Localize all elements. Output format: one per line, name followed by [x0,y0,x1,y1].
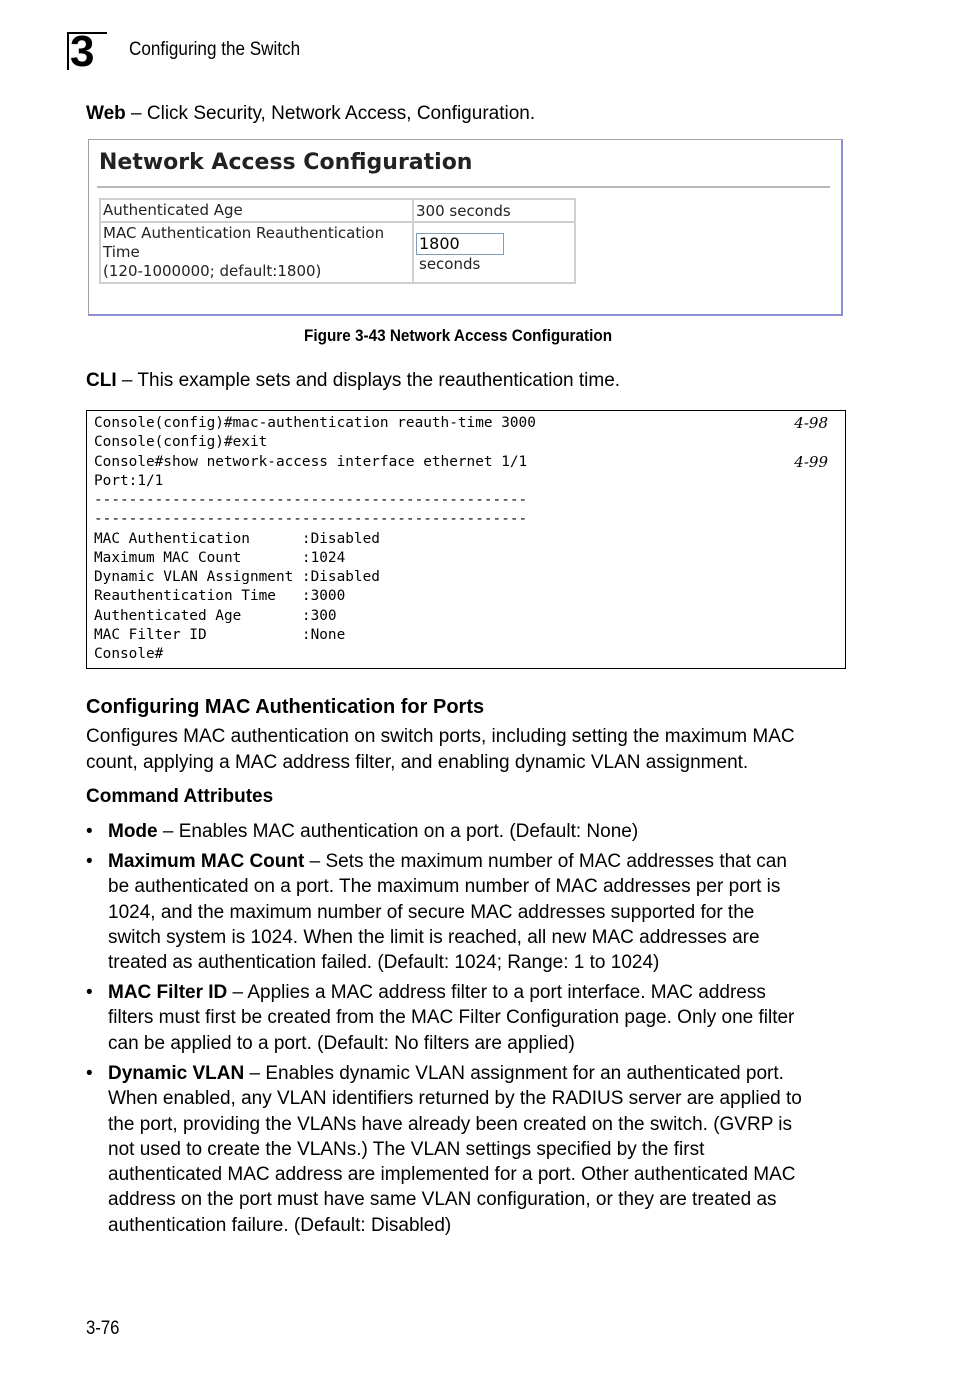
attribute-term: MAC Filter ID [108,982,228,1003]
attribute-desc-line: address on the port must have same VLAN configuration, or they are treated as [108,1189,777,1211]
attribute-desc-line: filters must first be created from the MAC Filter Configuration page. Only one filter [108,1007,795,1029]
list-item [108,849,848,975]
attribute-desc-line: treated as authentication failed. (Default: 1024; Range: 1 to 1024) [108,952,660,974]
chapter-number: 3 [70,27,94,76]
list-item [108,980,848,1056]
section-heading: Configuring MAC Authentication for Ports [86,696,485,718]
attribute-desc-line: be authenticated on a port. The maximum number of MAC addresses per port is [108,876,781,898]
figure-caption: Figure 3-43 Network Access Configuration [304,326,613,345]
bullet-marker: • [86,851,93,872]
network-access-config-panel [88,139,843,316]
attribute-term: Mode [108,821,158,842]
code-line: Console(config)#mac-authentication reauth-time 3000 [94,415,536,431]
code-line: Maximum MAC Count :1024 [94,550,346,566]
list-item [108,819,848,844]
attribute-desc: – Enables MAC authentication on a port. (Default: None) [157,821,639,842]
attribute-term: Maximum MAC Count [108,851,305,872]
cli-label: CLI [86,370,117,391]
code-line: Authenticated Age :300 [94,608,337,624]
code-page-ref: 4-99 [794,453,828,471]
attribute-desc: – Enables dynamic VLAN assignment for an authenticated port. [244,1063,784,1084]
table-row [100,222,575,283]
reauth-time-unit: seconds [419,254,481,273]
cli-intro-text: – This example sets and displays the reauthentication time. [116,370,621,391]
code-line: Console(config)#exit [94,434,268,450]
cli-code-block [86,410,846,669]
web-label: Web [86,103,126,124]
table-row [100,199,575,222]
section-paragraph [86,724,856,775]
bullet-marker: • [86,821,93,842]
code-page-ref: 4-98 [794,414,828,432]
paragraph-line: count, applying a MAC address filter, and enabling dynamic VLAN assignment. [86,751,749,773]
code-line: -------------------------------------------------- [94,492,528,508]
reauth-time-cell [413,222,575,283]
paragraph-line: Configures MAC authentication on switch ports, including setting the maximum MAC [86,726,795,747]
code-line: Dynamic VLAN Assignment :Disabled [94,569,380,585]
page-number: 3-76 [86,1318,120,1339]
list-item [108,1061,848,1238]
attribute-desc-line: not used to create the VLANs.) The VLAN settings specified by the first [108,1138,705,1160]
command-attributes-heading: Command Attributes [86,786,274,807]
attribute-desc-line: switch system is 1024. When the limit is reached, all new MAC addresses are [108,926,760,948]
attribute-desc-line: authenticated MAC address are implemented for a port. Other authenticated MAC [108,1164,796,1186]
reauth-time-label-line2: (120-1000000; default:1800) [103,262,322,280]
attribute-desc-line: authentication failure. (Default: Disabled) [108,1214,452,1236]
reauth-time-label [100,222,413,283]
attribute-desc-line: 1024, and the maximum number of secure MAC addresses supported for the [108,901,755,923]
code-line: Port:1/1 [94,473,164,489]
reauth-time-input[interactable] [416,233,504,255]
running-header-title: Configuring the Switch [129,39,301,60]
attribute-desc-line: the port, providing the VLANs have already been created on the switch. (GVRP is [108,1113,793,1135]
cli-intro [86,368,620,394]
attribute-desc-line: When enabled, any VLAN identifiers returned by the RADIUS server are applied to [108,1088,802,1110]
code-line: Console#show network-access interface ethernet 1/1 [94,454,528,470]
web-intro [86,101,535,127]
code-line: Console# [94,646,164,662]
attribute-desc: – Sets the maximum number of MAC addresses that can [304,851,787,872]
attribute-term: Dynamic VLAN [108,1063,245,1084]
bullet-marker: • [86,982,93,1003]
panel-divider [97,186,830,188]
authenticated-age-value: 300 seconds [413,199,575,222]
code-line: MAC Authentication :Disabled [94,531,380,547]
attribute-desc-line: can be applied to a port. (Default: No filters are applied) [108,1032,575,1054]
panel-title: Network Access Configuration [99,150,473,175]
authenticated-age-label: Authenticated Age [100,199,413,222]
code-line: Reauthentication Time :3000 [94,588,346,604]
config-table [99,198,576,284]
web-intro-text: – Click Security, Network Access, Configuration. [125,103,536,124]
attribute-desc: – Applies a MAC address filter to a port interface. MAC address [227,982,766,1003]
code-line: -------------------------------------------------- [94,511,528,527]
code-line: MAC Filter ID :None [94,627,346,643]
bullet-marker: • [86,1063,93,1084]
reauth-time-label-line1: MAC Authentication Reauthentication Time [103,224,385,261]
